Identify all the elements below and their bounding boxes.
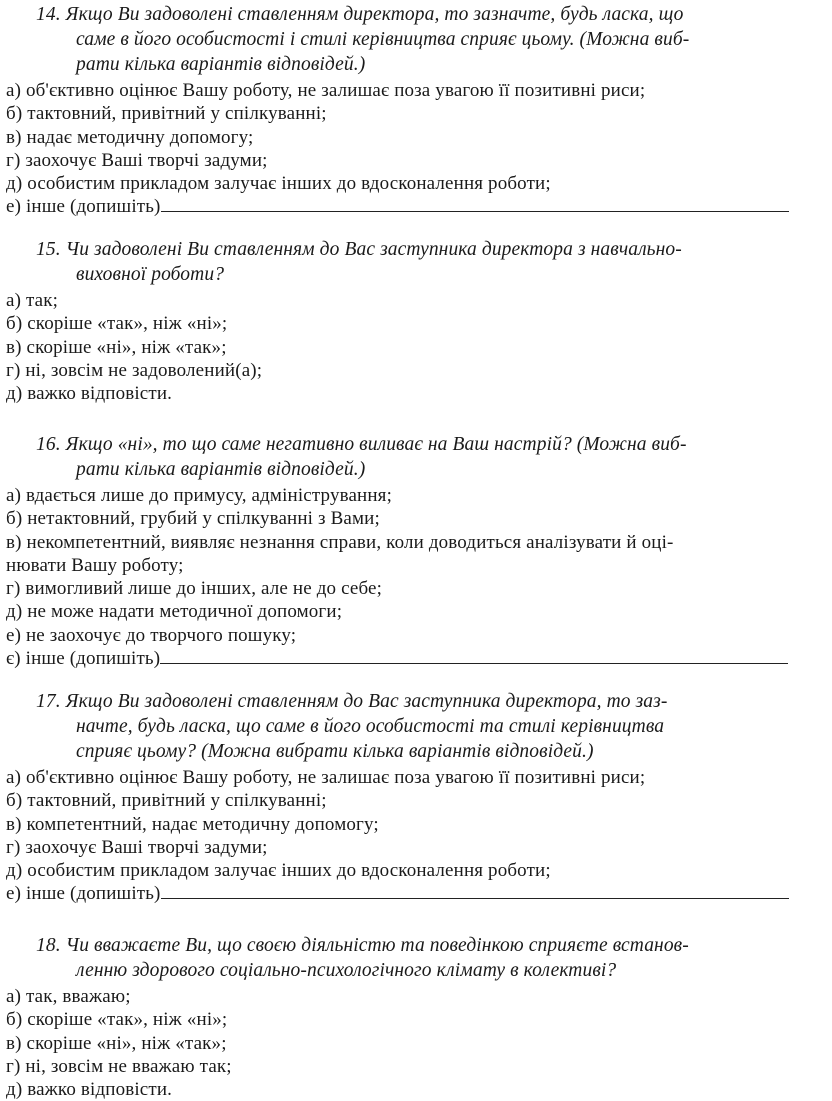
answer-options <box>0 289 832 405</box>
answer-option-b[interactable]: б) скоріше «так», ніж «ні»; <box>6 1009 228 1031</box>
answer-option-d[interactable]: д) особистим прикладом залучає інших до вдосконалення роботи; <box>6 860 551 882</box>
question-number: 15. <box>36 239 61 260</box>
answer-option-d[interactable]: д) не може надати методичної допомоги; <box>6 601 343 623</box>
answer-option-a[interactable]: а) об'єктивно оцінює Вашу роботу, не залишає поза увагою її позитивні риси; <box>6 767 646 788</box>
question-title <box>0 2 832 77</box>
other-label: є) інше (допишіть) <box>6 648 161 670</box>
answer-option-a[interactable]: а) об'єктивно оцінює Вашу роботу, не залишає поза увагою її позитивні риси; <box>6 80 646 101</box>
question-text: Якщо Ви задоволені ставленням директора, то зазначте, будь ласка, що <box>65 4 684 25</box>
question-15 <box>0 237 832 405</box>
answer-option-v-cont: нювати Вашу роботу; <box>6 554 184 576</box>
answer-option-v[interactable]: в) компетентний, надає методичну допомогу; <box>6 813 379 835</box>
answer-option-other[interactable] <box>0 195 832 218</box>
question-text: Якщо «ні», то що саме негативно виливає на Ваш настрій? (Можна виб- <box>65 434 687 455</box>
answer-option-b[interactable]: б) скоріше «так», ніж «ні»; <box>6 313 228 335</box>
answer-option-g[interactable]: г) ні, зовсім не задоволений(а); <box>6 359 263 381</box>
question-number: 17. <box>36 691 61 712</box>
answer-option-b[interactable]: б) нетактовний, грубий у спілкуванні з Вами; <box>6 508 380 530</box>
answer-option-g[interactable]: г) заохочує Ваші творчі задуми; <box>6 149 268 171</box>
question-text: Чи вважаєте Ви, що своєю діяльністю та поведінкою сприяєте встанов- <box>65 935 689 956</box>
write-in-line[interactable] <box>161 195 789 212</box>
question-title-line <box>36 237 820 262</box>
question-title <box>0 237 832 287</box>
other-label: е) інше (допишіть) <box>6 196 161 218</box>
question-title-line <box>36 2 820 27</box>
question-title-line: саме в його особистості і стилі керівництва сприяє цьому. (Можна виб- <box>76 29 690 50</box>
question-title-line: рати кілька варіантів відповідей.) <box>76 54 366 75</box>
answer-option-g[interactable]: г) заохочує Ваші творчі задуми; <box>6 836 268 858</box>
answer-option-d[interactable]: д) особистим прикладом залучає інших до вдосконалення роботи; <box>6 173 551 195</box>
question-title-line: виховної роботи? <box>76 264 225 285</box>
question-title-line: сприяє цьому? (Можна вибрати кілька варіантів відповідей.) <box>76 741 594 762</box>
answer-options <box>0 985 832 1101</box>
answer-option-other[interactable] <box>0 882 832 905</box>
question-title <box>0 432 832 482</box>
other-label: е) інше (допишіть) <box>6 883 161 905</box>
answer-option-a[interactable]: а) так, вважаю; <box>6 986 131 1007</box>
write-in-line[interactable] <box>160 647 788 664</box>
question-title-line: рати кілька варіантів відповідей.) <box>76 459 366 480</box>
answer-option-v[interactable]: в) некомпетентний, виявляє незнання справи, коли доводиться аналізувати й оці- <box>6 531 674 553</box>
question-title-line: начте, будь ласка, що саме в його особистості та стилі керівництва <box>76 716 665 737</box>
question-17 <box>0 689 832 906</box>
question-number: 14. <box>36 4 61 25</box>
answer-option-a[interactable]: а) так; <box>6 290 59 311</box>
question-title-line <box>36 432 820 457</box>
answer-option-b[interactable]: б) тактовний, привітний у спілкуванні; <box>6 790 327 812</box>
question-title-line: ленню здорового соціально-психологічного клімату в колективі? <box>76 960 617 981</box>
answer-options <box>0 484 832 670</box>
answer-option-b[interactable]: б) тактовний, привітний у спілкуванні; <box>6 103 327 125</box>
answer-option-g[interactable]: г) вимогливий лише до інших, але не до себе; <box>6 578 383 600</box>
answer-option-d[interactable]: д) важко відповісти. <box>6 383 173 405</box>
question-18 <box>0 933 832 1101</box>
answer-options <box>0 766 832 906</box>
answer-options <box>0 79 832 219</box>
question-text: Якщо Ви задоволені ставленням до Вас заступника директора, то заз- <box>65 691 668 712</box>
question-number: 16. <box>36 434 61 455</box>
answer-option-e[interactable]: е) не заохочує до творчого пошуку; <box>6 624 297 646</box>
answer-option-d[interactable]: д) важко відповісти. <box>6 1079 173 1101</box>
question-text: Чи задоволені Ви ставленням до Вас заступника директора з навчально- <box>65 239 682 260</box>
question-14 <box>0 2 832 219</box>
question-title-line <box>36 933 820 958</box>
question-number: 18. <box>36 935 61 956</box>
answer-option-a[interactable]: а) вдається лише до примусу, адміністрування; <box>6 485 392 506</box>
question-title <box>0 689 832 764</box>
answer-option-v[interactable]: в) скоріше «ні», ніж «так»; <box>6 1032 227 1054</box>
question-title-line <box>36 689 820 714</box>
answer-option-g[interactable]: г) ні, зовсім не вважаю так; <box>6 1055 232 1077</box>
question-16 <box>0 432 832 670</box>
write-in-line[interactable] <box>161 882 789 899</box>
answer-option-other[interactable] <box>0 647 832 670</box>
question-title <box>0 933 832 983</box>
answer-option-v[interactable]: в) надає методичну допомогу; <box>6 126 254 148</box>
answer-option-v[interactable]: в) скоріше «ні», ніж «так»; <box>6 336 227 358</box>
